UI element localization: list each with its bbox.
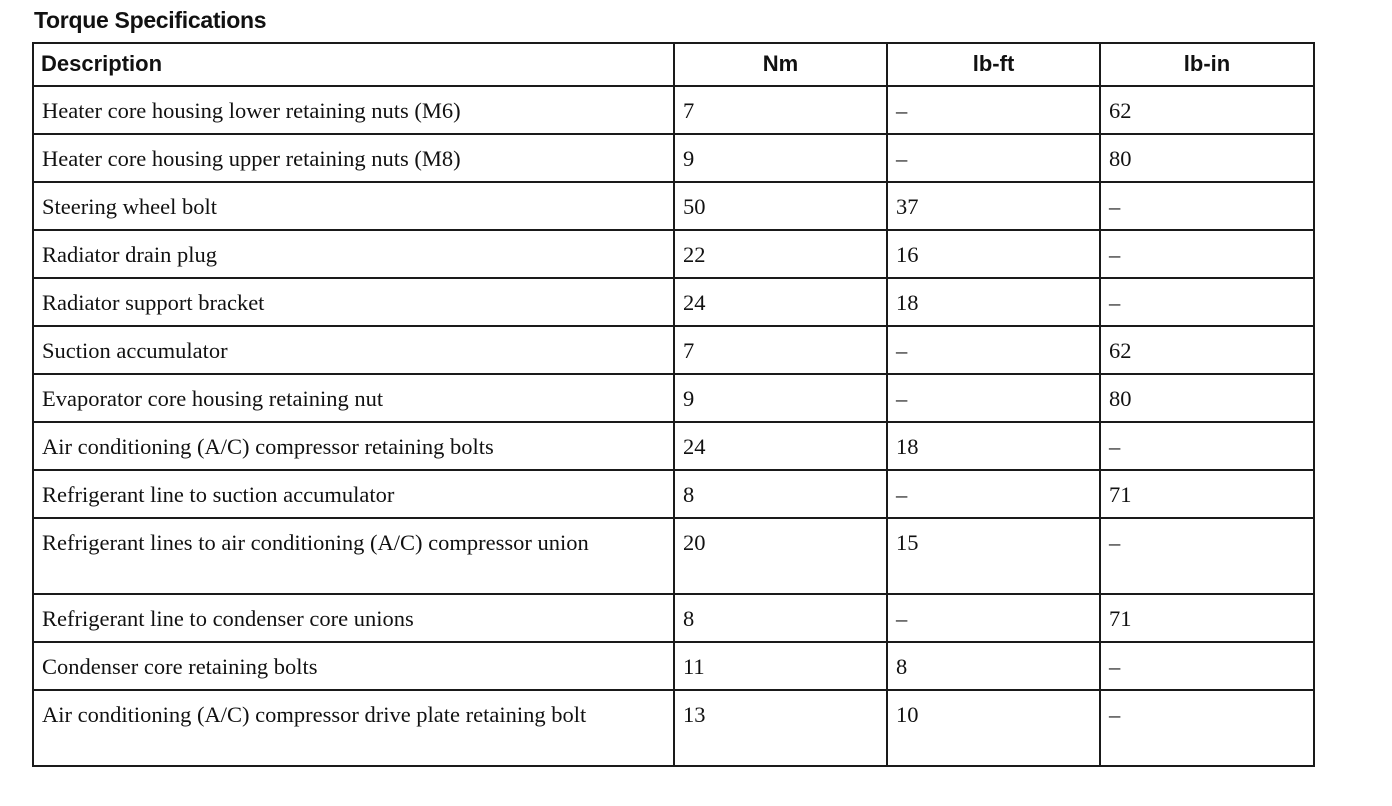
table-header-row (33, 43, 1314, 86)
cell-description: Radiator drain plug (33, 230, 674, 278)
cell-description: Heater core housing lower retaining nuts (M6) (33, 86, 674, 134)
cell-description: Suction accumulator (33, 326, 674, 374)
cell-nm: 13 (674, 690, 887, 766)
cell-nm: 9 (674, 374, 887, 422)
cell-lbft: 15 (887, 518, 1100, 594)
cell-lbin: 71 (1100, 470, 1314, 518)
cell-lbin: – (1100, 642, 1314, 690)
table-row (33, 422, 1314, 470)
header-nm: Nm (674, 43, 887, 86)
cell-lbin: 80 (1100, 134, 1314, 182)
header-description: Description (33, 43, 674, 86)
cell-lbin: – (1100, 422, 1314, 470)
table-row (33, 518, 1314, 594)
cell-nm: 8 (674, 470, 887, 518)
table-row (33, 690, 1314, 766)
cell-description: Air conditioning (A/C) compressor retaining bolts (33, 422, 674, 470)
cell-description: Steering wheel bolt (33, 182, 674, 230)
cell-lbin: – (1100, 690, 1314, 766)
cell-description: Air conditioning (A/C) compressor drive plate retaining bolt (33, 690, 674, 766)
cell-lbin: – (1100, 278, 1314, 326)
cell-lbft: – (887, 86, 1100, 134)
cell-lbft: 18 (887, 422, 1100, 470)
table-row (33, 374, 1314, 422)
header-lbft: lb-ft (887, 43, 1100, 86)
table-row (33, 278, 1314, 326)
cell-lbft: – (887, 470, 1100, 518)
table-row (33, 594, 1314, 642)
cell-lbft: 37 (887, 182, 1100, 230)
cell-lbin: 62 (1100, 326, 1314, 374)
table-row (33, 86, 1314, 134)
cell-nm: 11 (674, 642, 887, 690)
table-row (33, 326, 1314, 374)
cell-lbft: 10 (887, 690, 1100, 766)
cell-lbft: 18 (887, 278, 1100, 326)
table-row (33, 642, 1314, 690)
cell-nm: 20 (674, 518, 887, 594)
cell-description: Heater core housing upper retaining nuts (M8) (33, 134, 674, 182)
table-row (33, 230, 1314, 278)
cell-nm: 24 (674, 422, 887, 470)
table-row (33, 470, 1314, 518)
cell-description: Refrigerant lines to air conditioning (A/C) compressor union (33, 518, 674, 594)
page-title: Torque Specifications (34, 7, 267, 33)
cell-description: Radiator support bracket (33, 278, 674, 326)
header-lbin: lb-in (1100, 43, 1314, 86)
cell-lbin: – (1100, 518, 1314, 594)
cell-nm: 7 (674, 86, 887, 134)
torque-spec-table (32, 42, 1315, 767)
cell-lbin: 62 (1100, 86, 1314, 134)
cell-lbft: 8 (887, 642, 1100, 690)
cell-nm: 9 (674, 134, 887, 182)
cell-lbin: – (1100, 230, 1314, 278)
cell-nm: 7 (674, 326, 887, 374)
cell-nm: 8 (674, 594, 887, 642)
cell-description: Refrigerant line to condenser core unions (33, 594, 674, 642)
table-row (33, 182, 1314, 230)
cell-lbft: – (887, 134, 1100, 182)
cell-description: Evaporator core housing retaining nut (33, 374, 674, 422)
cell-lbin: – (1100, 182, 1314, 230)
cell-nm: 50 (674, 182, 887, 230)
cell-lbft: – (887, 594, 1100, 642)
cell-nm: 24 (674, 278, 887, 326)
cell-description: Condenser core retaining bolts (33, 642, 674, 690)
cell-lbft: – (887, 374, 1100, 422)
cell-lbin: 80 (1100, 374, 1314, 422)
cell-lbin: 71 (1100, 594, 1314, 642)
cell-lbft: – (887, 326, 1100, 374)
cell-description: Refrigerant line to suction accumulator (33, 470, 674, 518)
cell-nm: 22 (674, 230, 887, 278)
table-row (33, 134, 1314, 182)
cell-lbft: 16 (887, 230, 1100, 278)
